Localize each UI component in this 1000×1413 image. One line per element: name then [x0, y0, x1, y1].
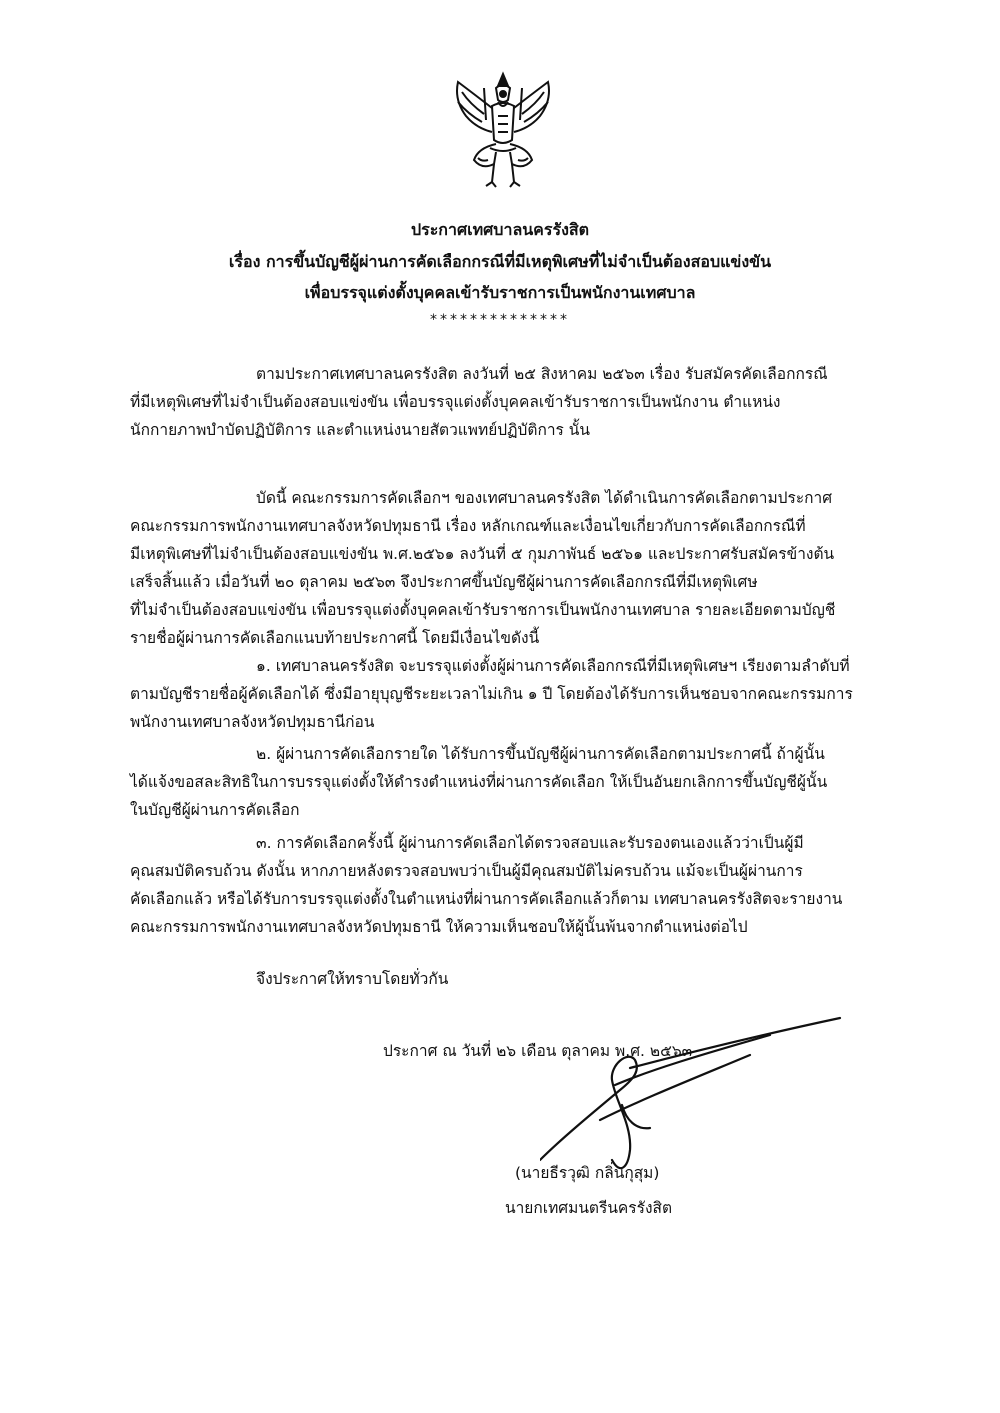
paragraph-line: ตามบัญชีรายชื่อผู้คัดเลือกได้ ซึ่งมีอายุบุญชีระยะเวลาไม่เกิน ๑ ปี โดยต้องได้รับการเห็นชอบจากคณะกรรมการ — [130, 685, 853, 703]
paragraph-line: คุณสมบัติครบถ้วน ดังนั้น หากภายหลังตรวจสอบพบว่าเป็นผู้มีคุณสมบัติไม่ครบถ้วน แม้จะเป็นผู้ผ่านการ — [130, 862, 803, 880]
announcement-date: ประกาศ ณ วันที่ ๒๖ เดือน ตุลาคม พ.ศ. ๒๕๖๓ — [383, 1042, 693, 1060]
paragraph-line: ๓. การคัดเลือกครั้งนี้ ผู้ผ่านการคัดเลือกได้ตรวจสอบและรับรองตนเองแล้วว่าเป็นผู้มี — [256, 834, 804, 852]
paragraph-1 — [130, 360, 875, 444]
paragraph-line: ในบัญชีผู้ผ่านการคัดเลือก — [130, 801, 300, 819]
garuda-emblem-icon — [448, 70, 558, 190]
closing-statement: จึงประกาศให้ทราบโดยทั่วกัน — [256, 970, 449, 988]
announcement-subject-line1: เรื่อง การขึ้นบัญชีผู้ผ่านการคัดเลือกกรณีที่มีเหตุพิเศษที่ไม่จำเป็นต้องสอบแข่งขัน — [228, 252, 772, 271]
paragraph-line: เสร็จสิ้นแล้ว เมื่อวันที่ ๒๐ ตุลาคม ๒๕๖๓ จึงประกาศขึ้นบัญชีผู้ผ่านการคัดเลือกกรณีที่มีเหตุพิเศษ — [130, 573, 758, 591]
paragraph-line: บัดนี้ คณะกรรมการคัดเลือกฯ ของเทศบาลนครรังสิต ได้ดำเนินการคัดเลือกตามประกาศ — [256, 489, 833, 507]
condition-item-1 — [130, 652, 875, 736]
paragraph-line: คณะกรรมการพนักงานเทศบาลจังหวัดปทุมธานี เรื่อง หลักเกณฑ์และเงื่อนไขเกี่ยวกับการคัดเลือกกรณีที่ — [130, 517, 806, 535]
paragraph-line: คณะกรรมการพนักงานเทศบาลจังหวัดปทุมธานี ให้ความเห็นชอบให้ผู้นั้นพ้นจากตำแหน่งต่อไป — [130, 918, 748, 936]
paragraph-line: คัดเลือกแล้ว หรือได้รับการบรรจุแต่งตั้งในตำแหน่งที่ผ่านการคัดเลือกแล้วก็ตาม เทศบาลนครรังสิตจะรายงาน — [130, 890, 843, 908]
paragraph-line: ตามประกาศเทศบาลนครรังสิต ลงวันที่ ๒๕ สิงหาคม ๒๕๖๓ เรื่อง รับสมัครคัดเลือกกรณี — [256, 365, 828, 383]
paragraph-line: พนักงานเทศบาลจังหวัดปทุมธานีก่อน — [130, 713, 375, 731]
paragraph-line: ได้แจ้งขอสละสิทธิในการบรรจุแต่งตั้งให้ดำรงตำแหน่งที่ผ่านการคัดเลือก ให้เป็นอันยกเลิกการขึ้นบัญชีผู้นั้น — [130, 773, 828, 791]
separator-stars: ************** — [430, 312, 570, 328]
announcement-title: ประกาศเทศบาลนครรังสิต — [410, 220, 590, 239]
paragraph-line: ที่มีเหตุพิเศษที่ไม่จำเป็นต้องสอบแข่งขัน เพื่อบรรจุแต่งตั้งบุคคลเข้ารับราชการเป็นพนักงาน ตำแหน่ง — [130, 393, 781, 411]
paragraph-line: มีเหตุพิเศษที่ไม่จำเป็นต้องสอบแข่งขัน พ.ศ.๒๕๖๑ ลงวันที่ ๕ กุมภาพันธ์ ๒๕๖๑ และประกาศรับสมัครข้างต้น — [130, 545, 835, 563]
paragraph-line: ๑. เทศบาลนครรังสิต จะบรรจุแต่งตั้งผู้ผ่านการคัดเลือกกรณีที่มีเหตุพิเศษฯ เรียงตามลำดับที่ — [256, 657, 850, 675]
condition-item-2 — [130, 740, 875, 824]
paragraph-line: ที่ไม่จำเป็นต้องสอบแข่งขัน เพื่อบรรจุแต่งตั้งบุคคลเข้ารับราชการเป็นพนักงานเทศบาล รายละเอียดตามบัญชี — [130, 601, 836, 619]
signatory-position: นายกเทศมนตรีนครรังสิต — [505, 1199, 673, 1217]
paragraph-line: ๒. ผู้ผ่านการคัดเลือกรายใด ได้รับการขึ้นบัญชีผู้ผ่านการคัดเลือกตามประกาศนี้ ถ้าผู้นั้น — [256, 745, 825, 763]
paragraph-line: นักกายภาพบำบัดปฏิบัติการ และตำแหน่งนายสัตวแพทย์ปฏิบัติการ นั้น — [130, 421, 590, 439]
paragraph-2 — [130, 484, 875, 652]
announcement-subject-line2: เพื่อบรรจุแต่งตั้งบุคคลเข้ารับราชการเป็นพนักงานเทศบาล — [304, 283, 696, 302]
signatory-name: (นายธีรวุฒิ กลิ่นกุสุม) — [515, 1164, 660, 1182]
condition-item-3 — [130, 829, 875, 941]
paragraph-line: รายชื่อผู้ผ่านการคัดเลือกแนบท้ายประกาศนี้ โดยมีเงื่อนไขดังนี้ — [130, 629, 540, 647]
handwritten-signature-icon — [540, 1010, 870, 1180]
